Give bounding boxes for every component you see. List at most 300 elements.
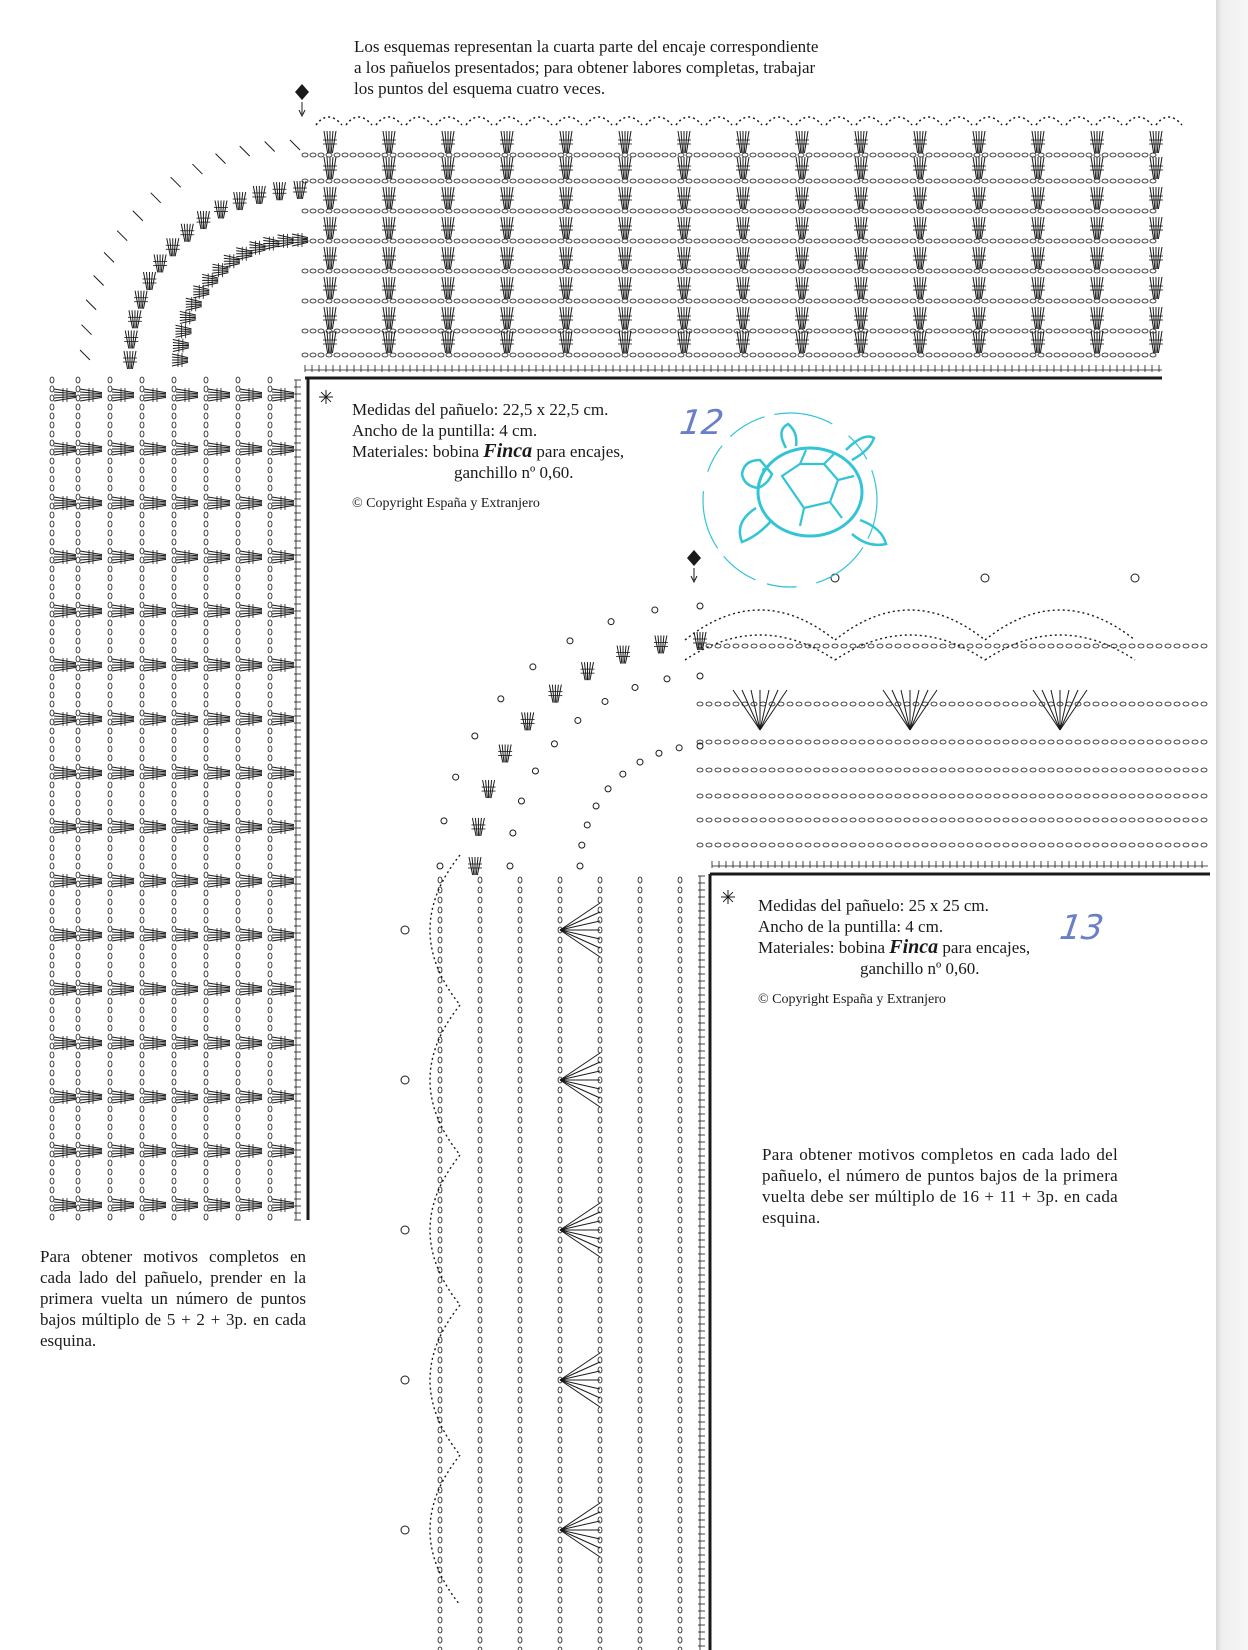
picot-arch xyxy=(316,117,342,125)
chain-stitch xyxy=(1054,353,1060,357)
chain-stitch xyxy=(478,1467,482,1473)
chain-stitch xyxy=(558,1547,562,1553)
chain-stitch xyxy=(140,674,144,680)
chain-stitch xyxy=(638,1167,642,1173)
chain-stitch xyxy=(204,926,208,932)
cluster-stitch xyxy=(854,331,868,353)
chain-stitch xyxy=(478,1347,482,1353)
chain-stitch xyxy=(268,701,272,707)
chain-stitch xyxy=(558,1397,562,1403)
chain-stitch xyxy=(438,299,444,303)
chain-stitch xyxy=(760,768,766,772)
chain-stitch xyxy=(726,209,732,213)
chain-stitch xyxy=(510,239,516,243)
cluster-stitch xyxy=(272,658,294,672)
chain-stitch xyxy=(342,179,348,183)
chain-stitch xyxy=(108,926,112,932)
chain-stitch xyxy=(204,557,208,563)
chain-stitch xyxy=(302,299,308,303)
cluster-stitch xyxy=(323,157,337,179)
chain-stitch xyxy=(958,269,964,273)
chain-stitch xyxy=(140,782,144,788)
chain-stitch xyxy=(438,1257,442,1263)
chain-stitch xyxy=(268,539,272,545)
chain-stitch xyxy=(678,967,682,973)
chain-stitch xyxy=(108,422,112,428)
chain-stitch xyxy=(724,644,730,648)
chain-stitch xyxy=(50,647,54,653)
chain-stitch xyxy=(76,1124,80,1130)
chain-stitch xyxy=(236,548,240,554)
chain-stitch xyxy=(350,209,356,213)
shell-stitch xyxy=(560,1212,600,1230)
chain-stitch xyxy=(108,881,112,887)
cluster-stitch xyxy=(144,712,166,726)
chain-stitch xyxy=(204,1097,208,1103)
chain-stitch xyxy=(841,740,847,744)
chain-stitch xyxy=(518,1227,522,1233)
cluster-stitch xyxy=(80,496,102,510)
chain-stitch xyxy=(526,153,532,157)
cluster-stitch xyxy=(176,766,198,780)
chain-stitch xyxy=(697,818,703,822)
chain-stitch xyxy=(670,353,676,357)
chain-stitch xyxy=(76,755,80,761)
chain-stitch xyxy=(715,768,721,772)
chain-stitch xyxy=(638,1527,642,1533)
chain-stitch xyxy=(526,329,532,333)
cluster-stitch xyxy=(441,277,455,299)
chain-stitch xyxy=(140,926,144,932)
chain-stitch xyxy=(50,935,54,941)
chain-stitch xyxy=(958,794,964,798)
chain-stitch xyxy=(438,1137,442,1143)
chain-stitch xyxy=(478,1117,482,1123)
chain-stitch xyxy=(868,644,874,648)
cluster-stitch xyxy=(382,131,396,153)
chain-stitch xyxy=(710,353,716,357)
chain-stitch xyxy=(518,179,524,183)
chain-stitch xyxy=(140,710,144,716)
chain-stitch xyxy=(268,917,272,923)
chain-stitch xyxy=(50,1079,54,1085)
chain-stitch xyxy=(1110,209,1116,213)
chain-stitch xyxy=(598,1217,602,1223)
chain-stitch xyxy=(1084,768,1090,772)
chain-stitch xyxy=(806,269,812,273)
chain-stitch xyxy=(108,1007,112,1013)
chain-stitch xyxy=(678,1227,682,1233)
chain-stitch xyxy=(846,299,852,303)
chain-stitch xyxy=(76,917,80,923)
chain-stitch xyxy=(940,794,946,798)
chain-stitch xyxy=(832,644,838,648)
chain-stitch xyxy=(268,773,272,779)
chain-stitch xyxy=(630,299,636,303)
chain-stitch xyxy=(778,794,784,798)
chain-stitch xyxy=(1086,209,1092,213)
chain-stitch xyxy=(967,768,973,772)
chain-stitch xyxy=(518,1247,522,1253)
chain-stitch xyxy=(678,1267,682,1273)
chain-stitch xyxy=(718,209,724,213)
cluster-stitch xyxy=(795,331,809,353)
chain-stitch xyxy=(318,269,324,273)
chain-stitch xyxy=(950,239,956,243)
chain-stitch xyxy=(886,209,892,213)
chain-stitch xyxy=(724,740,730,744)
chain-stitch xyxy=(606,329,612,333)
chain-stitch xyxy=(558,1297,562,1303)
chain-stitch xyxy=(558,1207,562,1213)
chain-stitch xyxy=(830,209,836,213)
chain-stitch xyxy=(542,209,548,213)
chain-stitch xyxy=(1046,299,1052,303)
chain-stitch xyxy=(236,854,240,860)
chain-stitch xyxy=(478,1297,482,1303)
chain-stitch xyxy=(236,440,240,446)
chain-stitch xyxy=(598,1037,602,1043)
chain-stitch xyxy=(50,728,54,734)
chain-stitch xyxy=(268,1205,272,1211)
chain-stitch xyxy=(1129,843,1135,847)
chain-stitch xyxy=(1094,239,1100,243)
chain-stitch xyxy=(172,746,176,752)
chain-stitch xyxy=(976,768,982,772)
corner-chain xyxy=(676,745,682,751)
chain-stitch xyxy=(478,239,484,243)
chain-stitch xyxy=(172,1160,176,1166)
cluster-stitch xyxy=(180,310,196,324)
chain-stitch xyxy=(268,998,272,1004)
chain-stitch xyxy=(204,539,208,545)
cluster-stitch xyxy=(500,277,514,299)
corner-chain xyxy=(602,698,608,704)
chain-stitch xyxy=(108,800,112,806)
chain-stitch xyxy=(838,209,844,213)
chain-stitch xyxy=(654,353,660,357)
chain-stitch xyxy=(140,1124,144,1130)
chain-stitch xyxy=(204,692,208,698)
chain-stitch xyxy=(1192,794,1198,798)
chain-stitch xyxy=(172,1007,176,1013)
chain-stitch xyxy=(846,239,852,243)
chain-stitch xyxy=(662,179,668,183)
chain-stitch xyxy=(823,702,829,706)
chain-stitch xyxy=(76,1016,80,1022)
chain-stitch xyxy=(566,179,572,183)
chain-stitch xyxy=(638,269,644,273)
chain-stitch xyxy=(910,153,916,157)
chain-stitch xyxy=(334,239,340,243)
chain-stitch xyxy=(1078,353,1084,357)
chain-stitch xyxy=(462,353,468,357)
chain-stitch xyxy=(172,872,176,878)
chain-stitch xyxy=(841,818,847,822)
chain-stitch xyxy=(994,794,1000,798)
chain-stitch xyxy=(108,908,112,914)
chain-stitch xyxy=(318,179,324,183)
chain-stitch xyxy=(382,209,388,213)
chain-stitch xyxy=(318,299,324,303)
chain-stitch xyxy=(518,897,522,903)
chain-stitch xyxy=(334,353,340,357)
chain-stitch xyxy=(1150,353,1156,357)
chain-stitch xyxy=(1078,209,1084,213)
chain-stitch xyxy=(326,209,332,213)
chain-stitch xyxy=(76,611,80,617)
chain-stitch xyxy=(638,1347,642,1353)
chain-stitch xyxy=(236,1160,240,1166)
picot-arch xyxy=(496,117,522,125)
chain-stitch xyxy=(710,329,716,333)
chain-stitch xyxy=(50,1151,54,1157)
chain-stitch xyxy=(398,353,404,357)
chain-stitch xyxy=(598,1587,602,1593)
chain-stitch xyxy=(766,299,772,303)
corner-fan xyxy=(265,142,275,152)
chain-stitch xyxy=(638,1367,642,1373)
chain-stitch xyxy=(478,1357,482,1363)
chain-stitch xyxy=(638,1467,642,1473)
chain-stitch xyxy=(350,329,356,333)
chain-stitch xyxy=(598,239,604,243)
chain-stitch xyxy=(678,907,682,913)
chain-stitch xyxy=(1142,209,1148,213)
chain-stitch xyxy=(518,997,522,1003)
chain-stitch xyxy=(1075,644,1081,648)
chain-stitch xyxy=(76,593,80,599)
corner-chain xyxy=(593,803,599,809)
picot-arch xyxy=(946,117,972,125)
cluster-stitch xyxy=(176,1090,198,1104)
chain-stitch xyxy=(50,800,54,806)
chain-stitch xyxy=(774,269,780,273)
cluster-stitch xyxy=(500,307,514,329)
chain-stitch xyxy=(678,1317,682,1323)
chain-stitch xyxy=(236,935,240,941)
chain-stitch xyxy=(140,881,144,887)
cluster-stitch xyxy=(677,277,691,299)
chain-stitch xyxy=(1046,269,1052,273)
cluster-stitch xyxy=(240,1198,262,1212)
chain-stitch xyxy=(1014,329,1020,333)
chain-stitch xyxy=(510,299,516,303)
chain-stitch xyxy=(822,179,828,183)
cluster-stitch xyxy=(1031,277,1045,299)
chain-stitch xyxy=(204,1151,208,1157)
chain-stitch xyxy=(140,809,144,815)
cluster-stitch xyxy=(323,247,337,269)
chain-stitch xyxy=(558,1287,562,1293)
materials-suffix: para encajes, xyxy=(532,442,625,461)
chain-stitch xyxy=(236,1016,240,1022)
chain-stitch xyxy=(1110,329,1116,333)
chain-stitch xyxy=(542,239,548,243)
chain-stitch xyxy=(140,791,144,797)
chain-stitch xyxy=(814,794,820,798)
chain-stitch xyxy=(598,1117,602,1123)
chain-stitch xyxy=(582,353,588,357)
chain-stitch xyxy=(1062,299,1068,303)
chain-stitch xyxy=(902,329,908,333)
chain-stitch xyxy=(830,239,836,243)
chain-stitch xyxy=(638,353,644,357)
chain-stitch xyxy=(470,179,476,183)
chain-stitch xyxy=(902,269,908,273)
chain-stitch xyxy=(140,1061,144,1067)
chain-stitch xyxy=(678,1187,682,1193)
chain-stitch xyxy=(204,629,208,635)
chain-stitch xyxy=(454,179,460,183)
chain-stitch xyxy=(558,877,562,883)
chain-stitch xyxy=(760,740,766,744)
chain-stitch xyxy=(446,179,452,183)
chain-stitch xyxy=(550,299,556,303)
chain-stitch xyxy=(782,209,788,213)
cluster-stitch xyxy=(240,982,262,996)
chain-stitch xyxy=(50,1025,54,1031)
chain-stitch xyxy=(638,1597,642,1603)
chain-stitch xyxy=(1118,329,1124,333)
cluster-stitch xyxy=(54,712,76,726)
chain-stitch xyxy=(172,773,176,779)
chain-stitch xyxy=(638,1387,642,1393)
chain-stitch xyxy=(172,656,176,662)
chain-stitch xyxy=(502,153,508,157)
chain-stitch xyxy=(76,818,80,824)
chain-stitch xyxy=(678,299,684,303)
chain-stitch xyxy=(1094,299,1100,303)
chain-stitch xyxy=(172,629,176,635)
cluster-stitch xyxy=(214,200,228,218)
chain-stitch xyxy=(268,692,272,698)
chain-stitch xyxy=(922,768,928,772)
chain-stitch xyxy=(638,1577,642,1583)
cluster-stitch xyxy=(144,388,166,402)
chain-stitch xyxy=(1021,768,1027,772)
chain-stitch xyxy=(686,353,692,357)
chain-stitch xyxy=(518,1537,522,1543)
chain-stitch xyxy=(76,1214,80,1220)
chain-stitch xyxy=(204,1187,208,1193)
chain-stitch xyxy=(850,794,856,798)
chain-stitch xyxy=(976,740,982,744)
chain-stitch xyxy=(942,179,948,183)
chain-stitch xyxy=(172,404,176,410)
chain-stitch xyxy=(638,1277,642,1283)
chain-stitch xyxy=(1030,818,1036,822)
cluster-stitch xyxy=(134,291,148,309)
asterisk-icon xyxy=(319,390,333,404)
chain-stitch xyxy=(998,269,1004,273)
chain-stitch xyxy=(715,843,721,847)
chain-stitch xyxy=(140,1079,144,1085)
chain-stitch xyxy=(438,957,442,963)
chain-stitch xyxy=(726,179,732,183)
chain-stitch xyxy=(172,917,176,923)
chain-stitch xyxy=(806,353,812,357)
chain-stitch xyxy=(558,1197,562,1203)
cluster-stitch xyxy=(272,712,294,726)
chain-stitch xyxy=(140,1088,144,1094)
chain-stitch xyxy=(870,179,876,183)
chain-stitch xyxy=(414,269,420,273)
chain-stitch xyxy=(374,353,380,357)
chain-stitch xyxy=(913,818,919,822)
chain-stitch xyxy=(486,353,492,357)
chain-stitch xyxy=(774,329,780,333)
chain-stitch xyxy=(822,299,828,303)
chain-stitch xyxy=(774,209,780,213)
chain-stitch xyxy=(1201,644,1207,648)
chain-stitch xyxy=(726,269,732,273)
picot-arch xyxy=(826,117,852,125)
materials-suffix: para encajes, xyxy=(938,938,1031,957)
chain-stitch xyxy=(302,209,308,213)
chain-stitch xyxy=(108,1205,112,1211)
cluster-stitch xyxy=(233,192,247,210)
chain-stitch xyxy=(236,773,240,779)
chain-stitch xyxy=(590,299,596,303)
chain-stitch xyxy=(108,440,112,446)
chain-stitch xyxy=(478,1407,482,1413)
chain-stitch xyxy=(172,395,176,401)
cluster-stitch xyxy=(441,157,455,179)
cluster-stitch xyxy=(618,331,632,353)
chain-stitch xyxy=(702,153,708,157)
chain-stitch xyxy=(678,1377,682,1383)
cluster-stitch xyxy=(677,217,691,239)
picot-arch xyxy=(1036,117,1062,125)
chain-stitch xyxy=(622,299,628,303)
chain-stitch xyxy=(406,239,412,243)
picot-arch xyxy=(1006,117,1032,125)
chain-stitch xyxy=(358,153,364,157)
chain-stitch xyxy=(622,353,628,357)
chain-stitch xyxy=(422,153,428,157)
cluster-stitch xyxy=(972,277,986,299)
chain-stitch xyxy=(172,1052,176,1058)
chain-stitch xyxy=(598,1577,602,1583)
chain-stitch xyxy=(918,239,924,243)
chain-stitch xyxy=(438,1367,442,1373)
chain-stitch xyxy=(518,1057,522,1063)
chain-stitch xyxy=(862,209,868,213)
cluster-stitch xyxy=(618,217,632,239)
chain-stitch xyxy=(638,1127,642,1133)
chain-stitch xyxy=(494,209,500,213)
chain-stitch xyxy=(438,1247,442,1253)
chain-stitch xyxy=(1156,768,1162,772)
cluster-stitch xyxy=(176,658,198,672)
chain-stitch xyxy=(172,638,176,644)
chain-stitch xyxy=(1134,353,1140,357)
chain-stitch xyxy=(390,209,396,213)
chain-stitch xyxy=(598,1107,602,1113)
chain-stitch xyxy=(108,539,112,545)
chain-stitch xyxy=(406,153,412,157)
chain-stitch xyxy=(462,239,468,243)
chain-stitch xyxy=(830,353,836,357)
chain-stitch xyxy=(76,566,80,572)
chain-stitch xyxy=(140,962,144,968)
corner-fan xyxy=(151,193,161,203)
cluster-stitch xyxy=(240,1090,262,1104)
chain-stitch xyxy=(598,209,604,213)
chain-stitch xyxy=(108,386,112,392)
chain-stitch xyxy=(1030,239,1036,243)
